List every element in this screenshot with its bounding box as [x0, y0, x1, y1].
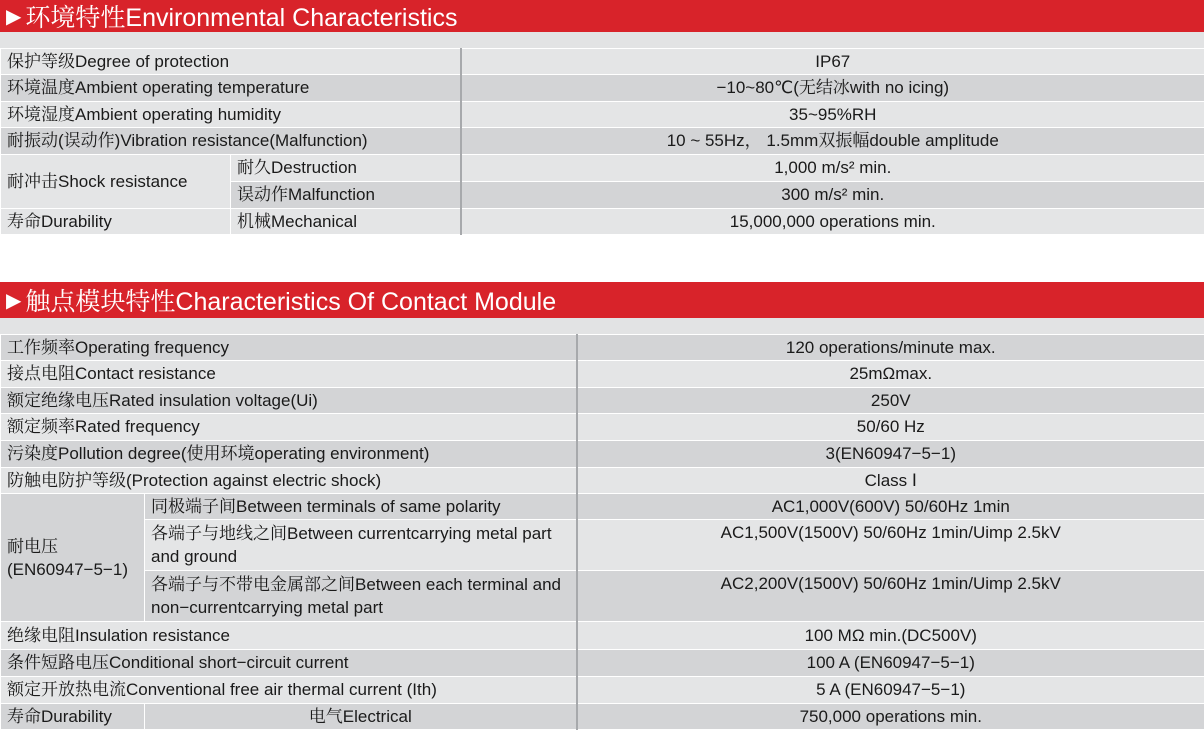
header-band: [0, 318, 1204, 334]
row-label: 环境湿度Ambient operating humidity: [1, 102, 461, 128]
row-label: 额定开放热电流Conventional free air thermal current (Ith): [1, 677, 577, 704]
table-row: [1, 571, 1204, 622]
table-row: [1, 49, 1204, 75]
table-row: [1, 494, 1204, 520]
row-value: 3(EN60947−5−1): [577, 441, 1204, 468]
table-row: [1, 468, 1204, 494]
row-value: Class Ⅰ: [577, 468, 1204, 494]
row-sub-label: 机械Mechanical: [231, 209, 461, 235]
row-label: 保护等级Degree of protection: [1, 49, 461, 75]
row-value: 120 operations/minute max.: [577, 335, 1204, 361]
triangle-bullet-icon: ▶: [6, 4, 21, 29]
row-label: 寿命Durability: [1, 209, 231, 235]
row-value: 5 A (EN60947−5−1): [577, 677, 1204, 704]
environmental-section-title: 环境特性Environmental Characteristics: [25, 0, 457, 34]
row-value: 1,000 m/s² min.: [461, 155, 1204, 182]
environmental-table: [0, 48, 1204, 235]
row-value: 750,000 operations min.: [577, 704, 1204, 730]
row-sub-label: 耐久Destruction: [231, 155, 461, 182]
contact-section-title: 触点模块特性Characteristics Of Contact Module: [25, 282, 556, 318]
table-row: [1, 102, 1204, 128]
table-row: [1, 520, 1204, 571]
row-value: 300 m/s² min.: [461, 182, 1204, 209]
row-sub-label: 误动作Malfunction: [231, 182, 461, 209]
table-row: [1, 155, 1204, 182]
table-row: [1, 650, 1204, 677]
row-value: 35~95%RH: [461, 102, 1204, 128]
table-row: [1, 209, 1204, 235]
table-row: [1, 128, 1204, 155]
row-value: 10 ~ 55Hz， 1.5mm双振幅double amplitude: [461, 128, 1204, 155]
row-value: 100 A (EN60947−5−1): [577, 650, 1204, 677]
row-label: 工作频率Operating frequency: [1, 335, 577, 361]
row-label: 绝缘电阻Insulation resistance: [1, 622, 577, 650]
row-label: 寿命Durability: [1, 704, 145, 730]
row-label: 额定频率Rated frequency: [1, 414, 577, 441]
table-row: [1, 75, 1204, 102]
contact-section-header: [0, 282, 1204, 318]
row-label: 接点电阻Contact resistance: [1, 361, 577, 388]
row-value: IP67: [461, 49, 1204, 75]
table-row: [1, 388, 1204, 414]
table-row: [1, 677, 1204, 704]
table-row: [1, 361, 1204, 388]
row-label: 耐电压(EN60947−5−1): [1, 494, 145, 622]
row-value: 100 MΩ min.(DC500V): [577, 622, 1204, 650]
row-sub-label: 电气Electrical: [145, 704, 577, 730]
row-sub-label: 同极端子间Between terminals of same polarity: [145, 494, 577, 520]
row-sub-label: 各端子与地线之间Between currentcarrying metal part and ground: [145, 520, 577, 571]
row-sub-label: 各端子与不带电金属部之间Between each terminal and non−currentcarrying metal part: [145, 571, 577, 622]
row-value: 25mΩmax.: [577, 361, 1204, 388]
row-value: AC1,500V(1500V) 50/60Hz 1min/Uimp 2.5kV: [577, 520, 1204, 571]
triangle-bullet-icon: ▶: [6, 288, 21, 313]
table-row: [1, 704, 1204, 730]
row-label: 环境温度Ambient operating temperature: [1, 75, 461, 102]
row-value: 250V: [577, 388, 1204, 414]
row-label: 额定绝缘电压Rated insulation voltage(Ui): [1, 388, 577, 414]
row-value: 50/60 Hz: [577, 414, 1204, 441]
table-row: [1, 622, 1204, 650]
table-row: [1, 414, 1204, 441]
row-label: 条件短路电压Conditional short−circuit current: [1, 650, 577, 677]
header-band: [0, 32, 1204, 48]
contact-table: [0, 334, 1204, 730]
row-value: AC1,000V(600V) 50/60Hz 1min: [577, 494, 1204, 520]
row-value: 15,000,000 operations min.: [461, 209, 1204, 235]
row-value: −10~80℃(无结冰with no icing): [461, 75, 1204, 102]
row-label: 污染度Pollution degree(使用环境operating environment): [1, 441, 577, 468]
table-row: [1, 335, 1204, 361]
row-label: 耐振动(误动作)Vibration resistance(Malfunction): [1, 128, 461, 155]
table-row: [1, 441, 1204, 468]
row-value: AC2,200V(1500V) 50/60Hz 1min/Uimp 2.5kV: [577, 571, 1204, 622]
row-label: 防触电防护等级(Protection against electric shock): [1, 468, 577, 494]
row-label: 耐冲击Shock resistance: [1, 155, 231, 209]
environmental-section-header: [0, 0, 1204, 32]
